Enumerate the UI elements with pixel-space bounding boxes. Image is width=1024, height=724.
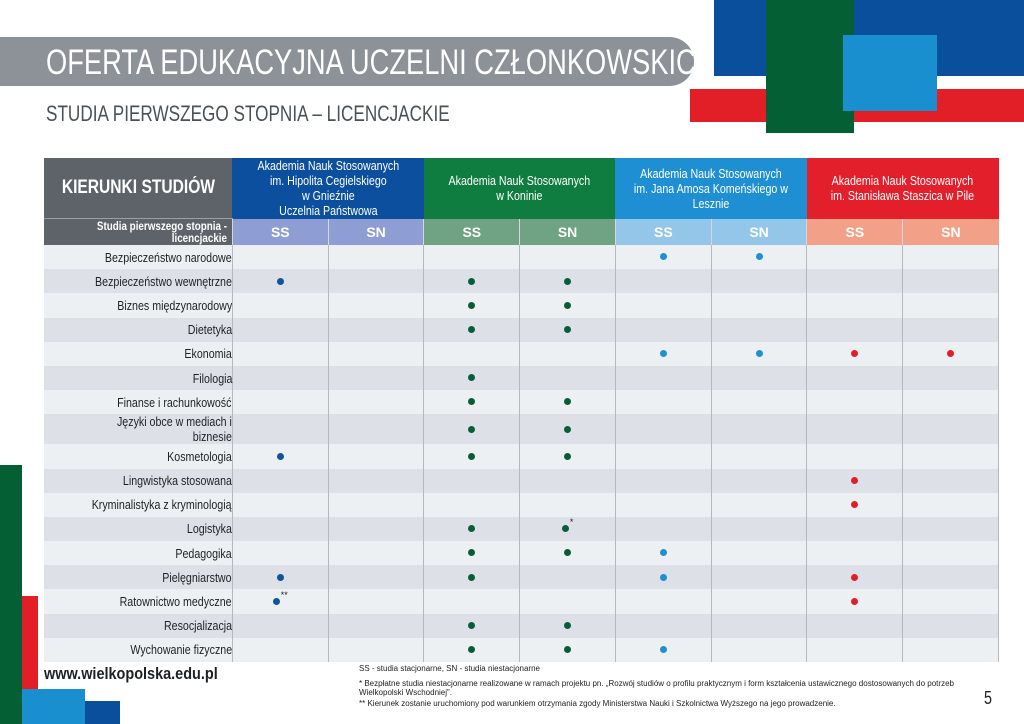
offered-dot-icon [851,574,858,581]
availability-cell [328,493,424,517]
offered-dot-icon [468,574,475,581]
study-mode-header: SS [232,219,328,246]
availability-cell [903,245,999,269]
study-mode-header: SN [711,219,807,246]
availability-cell [807,614,903,638]
program-name: Pedagogika [44,541,232,565]
university-header [615,158,807,219]
availability-cell [615,269,711,293]
study-mode-header: SN [328,219,424,246]
availability-cell [520,245,616,269]
program-name: Finanse i rachunkowość [44,390,232,414]
availability-cell [328,269,424,293]
table-row [44,444,999,468]
availability-cell [232,245,328,269]
availability-cell [615,366,711,390]
legend-note: SS - studia stacjonarne, SN - studia niestacjonarne [359,664,540,673]
university-name-line: Akademia Nauk Stosowanych [448,173,591,189]
table-row [44,318,999,342]
availability-cell [807,493,903,517]
availability-cell [232,493,328,517]
university-header [807,158,999,219]
availability-cell [232,565,328,589]
program-name: Wychowanie fizyczne [44,638,232,662]
availability-cell [615,638,711,662]
table-row [44,366,999,390]
availability-cell [807,589,903,613]
offered-dot-icon [660,574,667,581]
offered-dot-icon [564,453,571,460]
university-name-line: Uczelnia Państwowa [278,203,378,219]
availability-cell [807,414,903,444]
offered-dot-icon [273,598,280,605]
availability-cell [711,493,807,517]
availability-cell [807,318,903,342]
availability-cell [615,565,711,589]
deco-blue-block-bottom [85,701,120,724]
sub-header-label: Studia pierwszego stopnia - licencjackie [44,219,232,246]
availability-cell [711,390,807,414]
availability-cell [711,342,807,366]
program-name: Resocjalizacja [44,614,232,638]
offered-dot-icon [564,426,571,433]
availability-cell [232,517,328,541]
availability-cell [807,269,903,293]
availability-cell [328,614,424,638]
availability-cell [903,469,999,493]
availability-cell [903,414,999,444]
availability-cell [903,390,999,414]
availability-cell [615,589,711,613]
availability-cell [520,444,616,468]
program-name: Pielęgniarstwo [44,565,232,589]
offered-dot-icon [564,646,571,653]
table-row [44,541,999,565]
availability-cell [615,245,711,269]
deco-lightblue-block-top [843,35,937,111]
offered-dot-icon [562,525,569,532]
availability-cell [903,444,999,468]
availability-cell [328,342,424,366]
availability-cell [520,541,616,565]
offered-dot-icon [564,326,571,333]
offered-dot-icon [468,426,475,433]
offered-dot-icon [468,398,475,405]
program-name: Filologia [44,366,232,390]
availability-cell [903,293,999,317]
availability-cell [424,245,520,269]
program-name: Dietetyka [44,318,232,342]
table-row [44,614,999,638]
program-name: Logistyka [44,517,232,541]
page-number: 5 [984,688,993,708]
availability-cell [615,614,711,638]
availability-cell [520,269,616,293]
page-title: OFERTA EDUKACYJNA UCZELNI CZŁONKOWSKICH [46,43,716,82]
availability-cell [424,565,520,589]
offered-dot-icon [851,598,858,605]
availability-cell [424,390,520,414]
availability-cell [232,293,328,317]
availability-cell [615,444,711,468]
availability-cell [711,565,807,589]
university-name-line: im. Stanisława Staszica w Pile [831,188,975,204]
offered-dot-icon [468,326,475,333]
availability-cell [520,614,616,638]
availability-cell [232,469,328,493]
offered-dot-icon [468,646,475,653]
table-row [44,269,999,293]
availability-cell [328,293,424,317]
availability-cell [520,293,616,317]
availability-cell [807,390,903,414]
deco-green-block-top [766,0,854,133]
offered-dot-icon [564,398,571,405]
availability-cell [424,614,520,638]
availability-cell [424,469,520,493]
program-name: Ratownictwo medyczne [44,589,232,613]
table-row [44,469,999,493]
availability-cell [328,318,424,342]
footnote-marker: ** [280,589,288,600]
availability-cell [903,517,999,541]
table-row [44,245,999,269]
availability-cell [711,366,807,390]
availability-cell [615,318,711,342]
offered-dot-icon [468,525,475,532]
study-mode-header: SS [615,219,711,246]
availability-cell [903,638,999,662]
availability-cell [424,366,520,390]
offered-dot-icon [756,253,763,260]
availability-cell [328,414,424,444]
offered-dot-icon [468,622,475,629]
offered-dot-icon [277,574,284,581]
availability-cell [711,614,807,638]
table-row [44,565,999,589]
availability-cell [711,269,807,293]
offered-dot-icon [756,350,763,357]
availability-cell [232,589,328,613]
availability-cell [424,269,520,293]
availability-cell [232,318,328,342]
availability-cell [424,517,520,541]
offered-dot-icon [660,646,667,653]
availability-cell [328,565,424,589]
program-name: Bezpieczeństwo narodowe [44,245,232,269]
availability-cell [807,638,903,662]
availability-cell [328,517,424,541]
availability-cell [807,565,903,589]
availability-cell [711,245,807,269]
availability-cell [328,444,424,468]
availability-cell [711,589,807,613]
availability-cell [903,565,999,589]
availability-cell [903,269,999,293]
deco-green-block-bottom [0,465,22,724]
availability-cell [711,318,807,342]
university-name-line: Akademia Nauk Stosowanych [640,165,783,181]
program-name: Kosmetologia [44,444,232,468]
availability-cell [807,469,903,493]
availability-cell [903,366,999,390]
availability-cell [520,517,616,541]
availability-cell [520,589,616,613]
offered-dot-icon [851,477,858,484]
university-header [232,158,424,219]
offered-dot-icon [277,453,284,460]
offered-dot-icon [660,549,667,556]
study-programs-table [44,158,999,662]
availability-cell [903,318,999,342]
offered-dot-icon [468,453,475,460]
availability-cell [232,414,328,444]
offered-dot-icon [564,302,571,309]
availability-cell [615,342,711,366]
availability-cell [424,638,520,662]
offered-dot-icon [660,253,667,260]
availability-cell [615,414,711,444]
availability-cell [807,293,903,317]
corner-header: KIERUNKI STUDIÓW [44,158,232,219]
availability-cell [807,245,903,269]
footnote-1: * Bezpłatne studia niestacjonarne realizowane w ramach projektu pn. „Rozwój studiów o profilu praktycznym i form kształcenia ustawicznego dostosowanych do potrzeb Wielkopolski Wschodniej”. [359,679,954,697]
availability-cell [615,517,711,541]
availability-cell [232,638,328,662]
university-name-line: Akademia Nauk Stosowanych [831,173,974,189]
availability-cell [232,342,328,366]
availability-cell [232,366,328,390]
availability-cell [328,589,424,613]
availability-cell [903,541,999,565]
offered-dot-icon [277,278,284,285]
university-name-line: Lesznie [692,195,730,211]
availability-cell [520,366,616,390]
availability-cell [807,517,903,541]
offered-dot-icon [468,278,475,285]
study-mode-header: SN [520,219,616,246]
program-name: Biznes międzynarodowy [44,293,232,317]
program-name: Bezpieczeństwo wewnętrzne [44,269,232,293]
availability-cell [711,414,807,444]
study-mode-header: SS [424,219,520,246]
availability-cell [424,342,520,366]
table-row [44,293,999,317]
availability-cell [807,444,903,468]
availability-cell [807,366,903,390]
availability-cell [711,541,807,565]
availability-cell [328,366,424,390]
availability-cell [520,342,616,366]
availability-cell [711,517,807,541]
availability-cell [807,541,903,565]
availability-cell [232,444,328,468]
availability-cell [615,493,711,517]
availability-cell [711,638,807,662]
availability-cell [424,414,520,444]
program-name: Ekonomia [44,342,232,366]
deco-lightblue-block-bottom [22,689,85,724]
study-mode-header: SS [807,219,903,246]
availability-cell [424,493,520,517]
table-row [44,493,999,517]
availability-cell [328,541,424,565]
program-name: Języki obce w mediach i biznesie [44,414,232,444]
offered-dot-icon [851,350,858,357]
availability-cell [615,293,711,317]
offered-dot-icon [564,278,571,285]
availability-cell [232,269,328,293]
website-url[interactable]: www.wielkopolska.edu.pl [44,664,218,683]
availability-cell [232,614,328,638]
table-row [44,638,999,662]
availability-cell [424,589,520,613]
availability-cell [903,493,999,517]
availability-cell [615,390,711,414]
availability-cell [424,541,520,565]
offered-dot-icon [660,350,667,357]
university-name-line: w Gnieźnie [301,188,355,204]
university-name-line: im. Jana Amosa Komeńskiego w [634,180,789,196]
availability-cell [424,293,520,317]
offered-dot-icon [468,549,475,556]
availability-cell [520,565,616,589]
availability-cell [520,414,616,444]
availability-cell [903,614,999,638]
program-name: Kryminalistyka z kryminologią [44,493,232,517]
availability-cell [232,541,328,565]
availability-cell [903,342,999,366]
availability-cell [711,444,807,468]
availability-cell [520,469,616,493]
offered-dot-icon [468,374,475,381]
availability-cell [711,469,807,493]
availability-cell [424,444,520,468]
university-name-line: Akademia Nauk Stosowanych [257,158,399,174]
offered-dot-icon [851,501,858,508]
availability-cell [807,342,903,366]
offered-dot-icon [947,350,954,357]
table-row [44,517,999,541]
university-name-line: w Koninie [496,188,543,204]
availability-cell [328,469,424,493]
offered-dot-icon [564,549,571,556]
availability-cell [328,245,424,269]
footnote-2: ** Kierunek zostanie uruchomiony pod warunkiem otrzymania zgody Ministerstwa Nauki i Szkolnictwa Wyższego na jego prowadzenie. [359,699,836,708]
table-row [44,342,999,366]
availability-cell [424,318,520,342]
footnote-marker: * [569,516,574,527]
program-name: Lingwistyka stosowana [44,469,232,493]
study-mode-header: SN [903,219,999,246]
offered-dot-icon [468,302,475,309]
availability-cell [903,589,999,613]
availability-cell [711,293,807,317]
university-name-line: im. Hipolita Cegielskiego [269,173,387,189]
availability-cell [520,390,616,414]
availability-cell [520,638,616,662]
availability-cell [615,541,711,565]
page-subtitle: STUDIA PIERWSZEGO STOPNIA – LICENCJACKIE [46,101,450,126]
table-row [44,414,999,444]
availability-cell [615,469,711,493]
offered-dot-icon [564,622,571,629]
availability-cell [328,638,424,662]
university-header [424,158,616,219]
table-row [44,390,999,414]
availability-cell [520,493,616,517]
table-row [44,589,999,613]
availability-cell [520,318,616,342]
availability-cell [232,390,328,414]
availability-cell [328,390,424,414]
